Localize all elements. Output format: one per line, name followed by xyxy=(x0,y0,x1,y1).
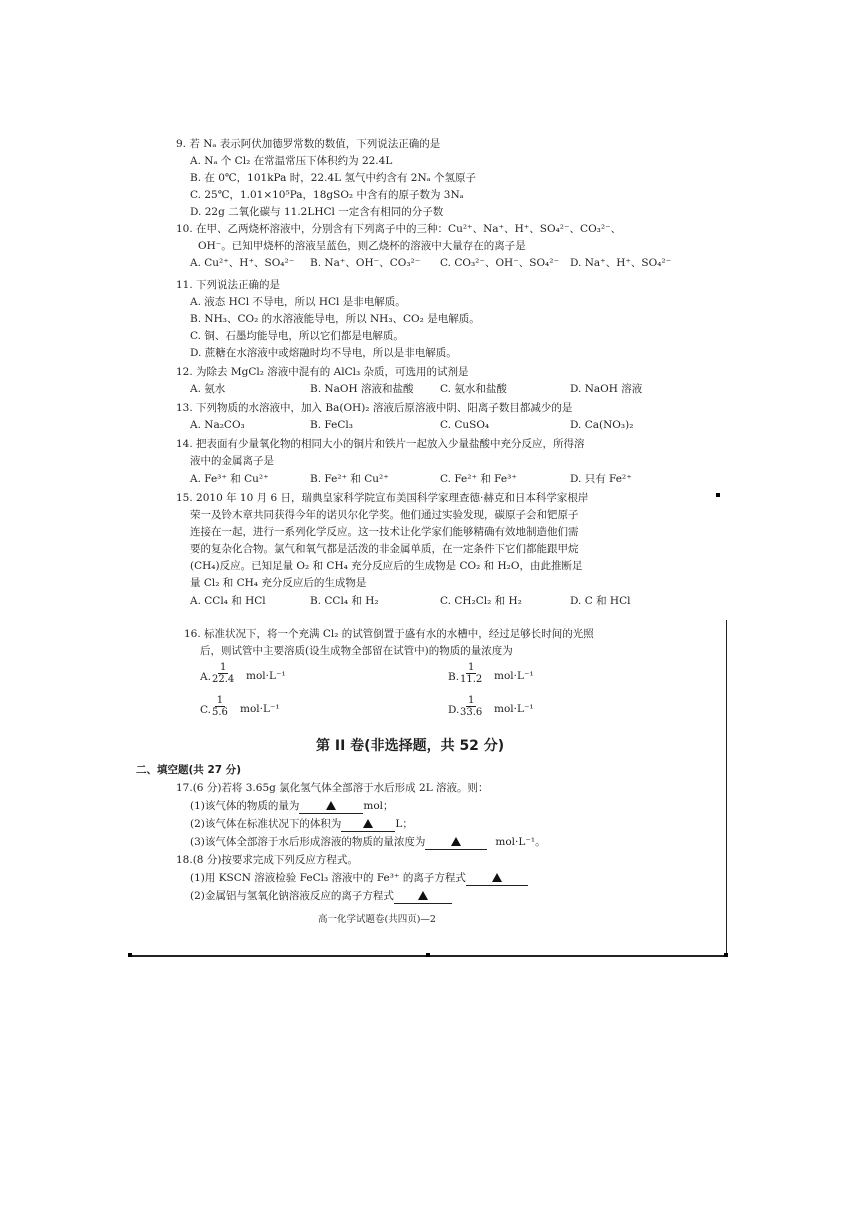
page-footer: 高一化学试题卷(共四页)—2 xyxy=(318,914,436,925)
q17-sub1-unit: mol； xyxy=(363,800,394,812)
q17-sub2-text: (2)该气体在标准状况下的体积为 xyxy=(190,818,342,830)
q18-sub2-text: (2)金属铝与氢氧化钠溶液反应的离子方程式 xyxy=(190,890,394,902)
q17-sub2-unit: L； xyxy=(395,818,413,830)
q16-option-c-unit: mol·L⁻¹ xyxy=(240,703,280,715)
q18-answer-blank-1[interactable] xyxy=(466,871,528,886)
q16-option-d-label: D. xyxy=(448,704,460,716)
q15-option-c: C. CH₂Cl₂ 和 H₂ xyxy=(440,595,522,607)
q13-option-c: C. CuSO₄ xyxy=(440,419,490,431)
q16-option-d-fraction xyxy=(460,695,482,718)
q16-option-b-fraction xyxy=(460,662,482,685)
q16-option-a-unit: mol·L⁻¹ xyxy=(246,670,286,682)
q16-b-numerator: 1 xyxy=(467,662,475,673)
scanned-exam-page xyxy=(128,95,732,960)
q10-option-a: A. Cu²⁺、H⁺、SO₄²⁻ xyxy=(190,257,295,269)
q11-option-b: B. NH₃、CO₂ 的水溶液能导电，所以 NH₃、CO₂ 是电解质。 xyxy=(190,313,480,325)
q17-sub3 xyxy=(190,835,546,850)
q18-sub1 xyxy=(190,871,528,886)
triangle-icon xyxy=(326,801,336,810)
q13-stem: 13. 下列物质的水溶液中，加入 Ba(OH)₂ 溶液后原溶液中阴、阳离子数目都减少的是 xyxy=(176,402,573,414)
triangle-icon xyxy=(418,891,428,900)
q12-option-b: B. NaOH 溶液和盐酸 xyxy=(310,383,414,395)
q13-option-a: A. Na₂CO₃ xyxy=(190,419,245,431)
q16-b-denominator: 11.2 xyxy=(460,674,483,685)
q10-option-c: C. CO₃²⁻、OH⁻、SO₄²⁻ xyxy=(440,257,560,269)
q10-stem-line1: 10. 在甲、乙两烧杯溶液中，分别含有下列离子中的三种：Cu²⁺、Na⁺、H⁺、SO₄²⁻、CO₃²⁻、 xyxy=(176,223,622,235)
q9-option-d: D. 22g 二氧化碳与 11.2LHCl 一定含有相同的分子数 xyxy=(190,206,444,218)
q18-stem: 18.(8 分)按要求完成下列反应方程式。 xyxy=(176,854,358,866)
q9-option-b: B. 在 0℃，101kPa 时，22.4L 氢气中约含有 2Nₐ 个氢原子 xyxy=(190,172,477,184)
q16-option-b-label: B. xyxy=(448,671,460,683)
q14-option-d: D. 只有 Fe²⁺ xyxy=(570,473,632,485)
q11-option-d: D. 蔗糖在水溶液中或熔融时均不导电，所以是非电解质。 xyxy=(190,347,457,359)
q16-c-denominator: 5.6 xyxy=(212,707,228,718)
q12-option-d: D. NaOH 溶液 xyxy=(570,383,643,395)
scan-corner-mark xyxy=(128,953,132,957)
q9-stem: 9. 若 Nₐ 表示阿伏加德罗常数的数值，下列说法正确的是 xyxy=(176,138,441,150)
q13-option-b: B. FeCl₃ xyxy=(310,419,353,431)
q15-line1: 15. 2010 年 10 月 6 日，瑞典皇家科学院宣布美国科学家理查德·赫克和日本科学家根岸 xyxy=(176,492,589,504)
q17-answer-blank-3[interactable] xyxy=(425,835,487,850)
q16-d-denominator: 33.6 xyxy=(460,707,483,718)
scan-right-border xyxy=(726,620,727,955)
q15-line2: 荣一及铃木章共同获得今年的诺贝尔化学奖。他们通过实验发现，碳原子会和钯原子 xyxy=(190,509,579,521)
q15-option-a: A. CCl₄ 和 HCl xyxy=(190,595,266,607)
q16-c-numerator: 1 xyxy=(216,695,224,706)
q16-option-b-unit: mol·L⁻¹ xyxy=(494,670,534,682)
q12-stem: 12. 为除去 MgCl₂ 溶液中混有的 AlCl₃ 杂质，可选用的试剂是 xyxy=(176,366,469,378)
scan-corner-mark xyxy=(716,493,720,497)
scan-corner-mark xyxy=(724,953,728,957)
q16-line2: 后，则试管中主要溶质(设生成物全部留在试管中)的物质的量浓度为 xyxy=(200,645,513,657)
q17-answer-blank-2[interactable] xyxy=(341,817,395,832)
q16-option-c-fraction xyxy=(212,695,228,718)
q9-option-c: C. 25℃，1.01×10⁵Pa，18gSO₂ 中含有的原子数为 3Nₐ xyxy=(190,189,464,201)
q15-line5: (CH₄)反应。已知足量 O₂ 和 CH₄ 充分反应后的生成物是 CO₂ 和 H₂O，由此推断足 xyxy=(190,560,583,572)
section-2-heading: 二、填空题(共 27 分) xyxy=(136,764,242,776)
q17-sub3-unit: mol·L⁻¹。 xyxy=(495,836,546,848)
q16-option-a-label: A. xyxy=(200,671,211,683)
q16-d-numerator: 1 xyxy=(467,695,475,706)
q18-sub1-text: (1)用 KSCN 溶液检验 FeCl₃ 溶液中的 Fe³⁺ 的离子方程式 xyxy=(190,872,466,884)
triangle-icon xyxy=(363,819,373,828)
q17-answer-blank-1[interactable] xyxy=(299,799,363,814)
q10-option-d: D. Na⁺、H⁺、SO₄²⁻ xyxy=(570,257,672,269)
q12-option-a: A. 氨水 xyxy=(190,383,226,395)
q16-option-c-label: C. xyxy=(200,704,211,716)
triangle-icon xyxy=(451,837,461,846)
q10-stem-line2: OH⁻。已知甲烧杯的溶液呈蓝色，则乙烧杯的溶液中大量存在的离子是 xyxy=(198,240,526,252)
q15-option-b: B. CCl₄ 和 H₂ xyxy=(310,595,379,607)
triangle-icon xyxy=(492,873,502,882)
q11-option-c: C. 铜、石墨均能导电，所以它们都是电解质。 xyxy=(190,330,404,342)
q12-option-c: C. 氨水和盐酸 xyxy=(440,383,507,395)
q14-option-a: A. Fe³⁺ 和 Cu²⁺ xyxy=(190,473,269,485)
q14-stem-line1: 14. 把表面有少量氧化物的相同大小的铜片和铁片一起放入少量盐酸中充分反应，所得溶 xyxy=(176,438,585,450)
q14-option-c: C. Fe²⁺ 和 Fe³⁺ xyxy=(440,473,517,485)
q16-option-d-unit: mol·L⁻¹ xyxy=(494,703,534,715)
q13-option-d: D. Ca(NO₃)₂ xyxy=(570,419,634,431)
q18-sub2 xyxy=(190,889,452,904)
q15-option-d: D. C 和 HCl xyxy=(570,595,631,607)
q14-stem-line2: 液中的金属离子是 xyxy=(190,455,274,467)
q11-option-a: A. 液态 HCl 不导电，所以 HCl 是非电解质。 xyxy=(190,296,406,308)
q16-option-a-fraction xyxy=(212,662,234,685)
part-2-title: 第 II 卷(非选择题，共 52 分) xyxy=(316,738,505,754)
q16-line1: 16. 标准状况下，将一个充满 Cl₂ 的试管倒置于盛有水的水槽中，经过足够长时间的光照 xyxy=(184,628,594,640)
scan-corner-mark xyxy=(426,953,430,957)
q16-a-denominator: 22.4 xyxy=(212,674,235,685)
q15-line4: 要的复杂化合物。氯气和氧气都是活泼的非金属单质，在一定条件下它们都能跟甲烷 xyxy=(190,543,579,555)
q16-a-numerator: 1 xyxy=(219,662,227,673)
q17-stem: 17.(6 分)若将 3.65g 氯化氢气体全部溶于水后形成 2L 溶液。则： xyxy=(176,782,489,794)
q15-line3: 连接在一起，进行一系列化学反应。这一技术让化学家们能够精确有效地制造他们需 xyxy=(190,526,579,538)
q17-sub2 xyxy=(190,817,413,832)
q11-stem: 11. 下列说法正确的是 xyxy=(176,279,281,291)
q17-sub1 xyxy=(190,799,394,814)
q17-sub3-text: (3)该气体全部溶于水后形成溶液的物质的量浓度为 xyxy=(190,836,426,848)
q15-line6: 量 Cl₂ 和 CH₄ 充分反应后的生成物是 xyxy=(190,577,367,589)
q14-option-b: B. Fe²⁺ 和 Cu²⁺ xyxy=(310,473,389,485)
q18-answer-blank-2[interactable] xyxy=(394,889,452,904)
q17-sub1-text: (1)该气体的物质的量为 xyxy=(190,800,300,812)
q9-option-a: A. Nₐ 个 Cl₂ 在常温常压下体积约为 22.4L xyxy=(190,155,393,167)
q10-option-b: B. Na⁺、OH⁻、CO₃²⁻ xyxy=(310,257,421,269)
